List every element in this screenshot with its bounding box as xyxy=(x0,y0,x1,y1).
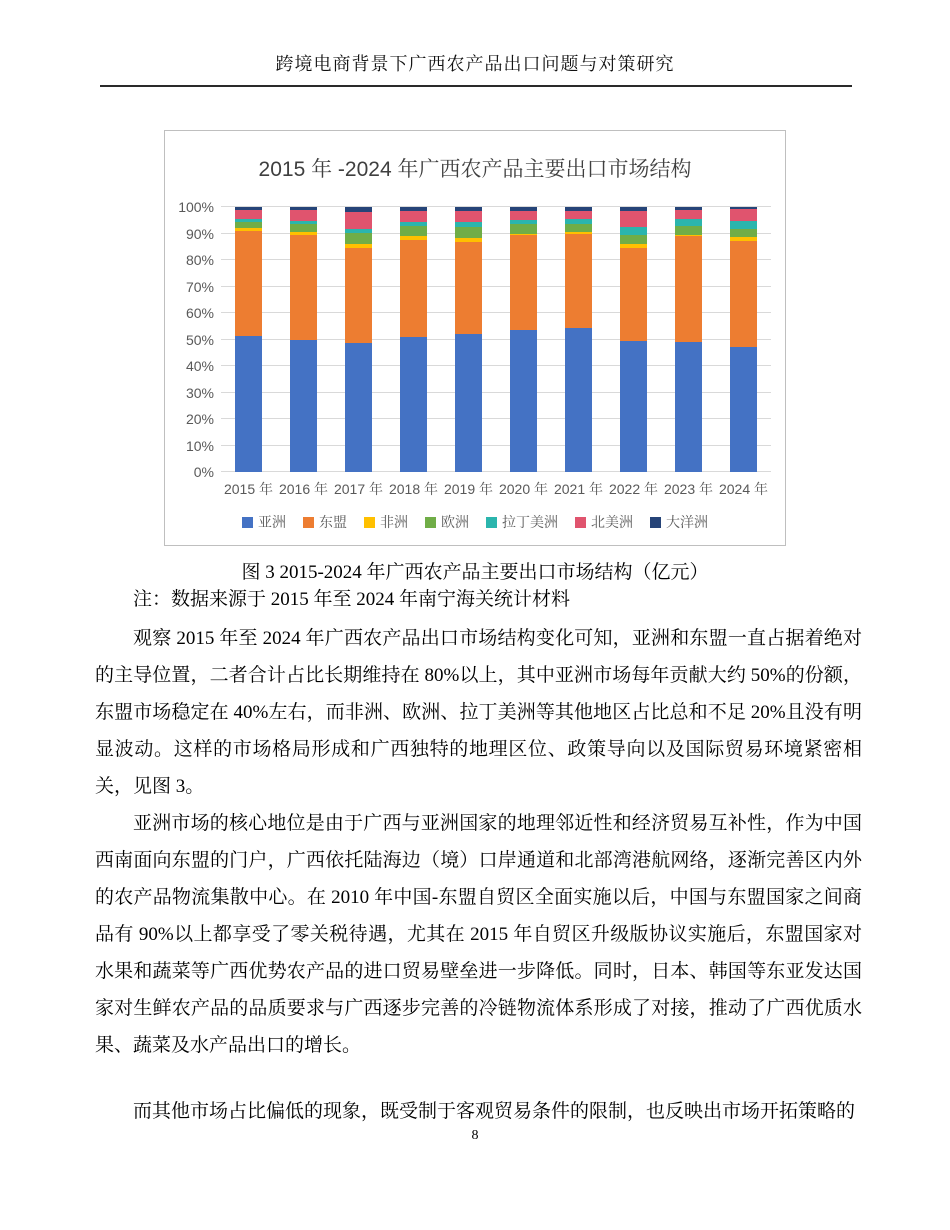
y-axis-label: 10% xyxy=(185,437,214,454)
bar-segment xyxy=(400,240,427,337)
figure-caption: 图 3 2015-2024 年广西农产品主要出口市场结构（亿元） xyxy=(241,562,709,583)
legend-item xyxy=(486,512,558,532)
legend-item xyxy=(364,512,408,532)
paragraph-3: 而其他市场占比偏低的现象，既受制于客观贸易条件的限制，也反映出市场开拓策略的 xyxy=(133,1101,856,1122)
y-axis-label: 20% xyxy=(185,411,214,427)
x-axis-label: 2023 年 xyxy=(663,481,714,497)
x-axis-label: 2020 年 xyxy=(498,481,549,497)
bar-segment xyxy=(290,224,317,232)
chart-legend xyxy=(165,512,785,532)
legend-swatch xyxy=(303,517,314,528)
legend-label: 大洋洲 xyxy=(666,514,708,530)
bar-segment xyxy=(730,221,757,229)
bar-segment xyxy=(675,210,702,218)
legend-label: 东盟 xyxy=(319,514,347,530)
bar-segment xyxy=(675,219,702,227)
bar-column xyxy=(345,207,372,472)
bars-group xyxy=(221,207,771,472)
bar-segment xyxy=(675,226,702,234)
legend-item xyxy=(650,512,708,532)
bar-segment xyxy=(235,210,262,219)
figure-note: 注：数据来源于 2015 年至 2024 年南宁海关统计材料 xyxy=(133,589,571,610)
legend-label: 非洲 xyxy=(380,514,408,530)
bar-segment xyxy=(455,227,482,238)
y-axis-label: 40% xyxy=(185,358,214,374)
legend-label: 亚洲 xyxy=(258,514,286,530)
bar-segment xyxy=(400,211,427,222)
x-axis xyxy=(221,479,771,499)
bar-segment xyxy=(620,341,647,472)
legend-swatch xyxy=(242,517,253,528)
body-text xyxy=(95,620,862,1130)
page-header xyxy=(0,0,950,87)
bar-segment xyxy=(620,211,647,227)
page-number: 8 xyxy=(471,1128,479,1143)
legend-label: 北美洲 xyxy=(591,514,633,530)
bar-segment xyxy=(400,226,427,235)
bar-segment xyxy=(675,236,702,342)
bar-segment xyxy=(620,227,647,235)
y-axis-label: 90% xyxy=(185,225,214,242)
x-axis-label: 2021 年 xyxy=(553,481,604,497)
bar-segment xyxy=(620,235,647,245)
header-rule xyxy=(100,85,852,87)
bar-column xyxy=(510,207,537,472)
bar-segment xyxy=(730,209,757,220)
y-axis-label: 60% xyxy=(185,305,214,321)
x-axis-label: 2018 年 xyxy=(388,481,439,497)
bar-segment xyxy=(235,336,262,472)
bar-segment xyxy=(565,224,592,232)
paragraph-2: 亚洲市场的核心地位是由于广西与亚洲国家的地理邻近性和经济贸易互补性，作为中国西南面向东盟的门户，广西依托陆海边（境）口岸通道和北部湾港航网络，逐渐完善区内外的农产品物流集散中心。在 2010 年中国-东盟自贸区全面实施以后，中国与东盟国家之间商品有 90%以上都享受了零关税待遇，尤其在 2015 年自贸区升级版协议实施后，东盟国家对水果和蔬菜等广西优势农产品的进口贸易壁垒进一步降低。同时，日本、韩国等东亚发达国家对生鲜农产品的品质要求与广西逐步完善的冷链物流体系形成了对接，推动了广西优质水果、蔬菜及水产品出口的增长。 xyxy=(95,813,862,1056)
bar-segment xyxy=(620,248,647,340)
bar-segment xyxy=(565,234,592,328)
bar-column xyxy=(565,207,592,472)
legend-swatch xyxy=(650,517,661,528)
bar-segment xyxy=(565,328,592,472)
paragraph-1: 观察 2015 年至 2024 年广西农产品出口市场结构变化可知，亚洲和东盟一直占据着绝对的主导位置，二者合计占比长期维持在 80%以上，其中亚洲市场每年贡献大约 50%的份额，东盟市场稳定在 40%左右，而非洲、欧洲、拉丁美洲等其他地区占比总和不足 20%且没有明显波动。这样的市场格局形成和广西独特的地理区位、政策导向以及国际贸易环境紧密相关，见图 3。 xyxy=(95,628,862,797)
bar-column xyxy=(620,207,647,472)
bar-segment xyxy=(510,330,537,472)
bar-segment xyxy=(675,342,702,472)
bar-segment xyxy=(235,222,262,229)
y-axis-label: 70% xyxy=(185,278,214,295)
legend-swatch xyxy=(575,517,586,528)
bar-segment xyxy=(235,231,262,336)
legend-item xyxy=(303,512,347,532)
figure-chart xyxy=(164,130,786,546)
x-axis-label: 2022 年 xyxy=(608,481,659,497)
plot-area xyxy=(178,199,771,480)
bar-segment xyxy=(290,235,317,340)
legend-swatch xyxy=(486,517,497,528)
legend-item xyxy=(425,512,469,532)
legend-label: 拉丁美洲 xyxy=(502,514,558,530)
legend-swatch xyxy=(364,517,375,528)
bar-segment xyxy=(345,248,372,343)
bar-column xyxy=(455,207,482,472)
bar-segment xyxy=(290,340,317,473)
bar-segment xyxy=(400,337,427,472)
bar-segment xyxy=(345,233,372,244)
x-axis-label: 2016 年 xyxy=(278,481,329,497)
bar-column xyxy=(730,207,757,472)
legend-item xyxy=(575,512,633,532)
legend-label: 欧洲 xyxy=(441,514,469,530)
bar-segment xyxy=(290,210,317,221)
y-axis-label: 30% xyxy=(185,384,214,401)
bar-segment xyxy=(345,212,372,229)
bar-column xyxy=(290,207,317,472)
bar-column xyxy=(235,207,262,472)
bar-segment xyxy=(455,334,482,472)
header-title: 跨境电商背景下广西农产品出口问题与对策研究 xyxy=(275,54,675,74)
bar-column xyxy=(675,207,702,472)
bar-segment xyxy=(510,224,537,234)
bar-segment xyxy=(455,242,482,334)
legend-swatch xyxy=(425,517,436,528)
bar-segment xyxy=(565,211,592,220)
x-axis-label: 2017 年 xyxy=(333,481,384,497)
x-axis-label: 2024 年 xyxy=(718,481,769,497)
y-axis-label: 0% xyxy=(193,464,214,480)
y-axis-label: 80% xyxy=(185,252,214,268)
bar-segment xyxy=(510,235,537,330)
x-axis-label: 2019 年 xyxy=(443,481,494,497)
bar-segment xyxy=(730,229,757,237)
bar-segment xyxy=(345,343,372,472)
bar-segment xyxy=(510,211,537,221)
y-axis-label: 50% xyxy=(185,331,214,348)
bar-segment xyxy=(455,211,482,222)
bar-segment xyxy=(730,241,757,347)
legend-item xyxy=(242,512,286,532)
y-axis-label: 100% xyxy=(178,199,214,215)
chart-title: 2015 年 -2024 年广西农产品主要出口市场结构 xyxy=(258,158,692,181)
bar-column xyxy=(400,207,427,472)
x-axis-label: 2015 年 xyxy=(223,481,274,497)
bar-segment xyxy=(730,347,757,472)
